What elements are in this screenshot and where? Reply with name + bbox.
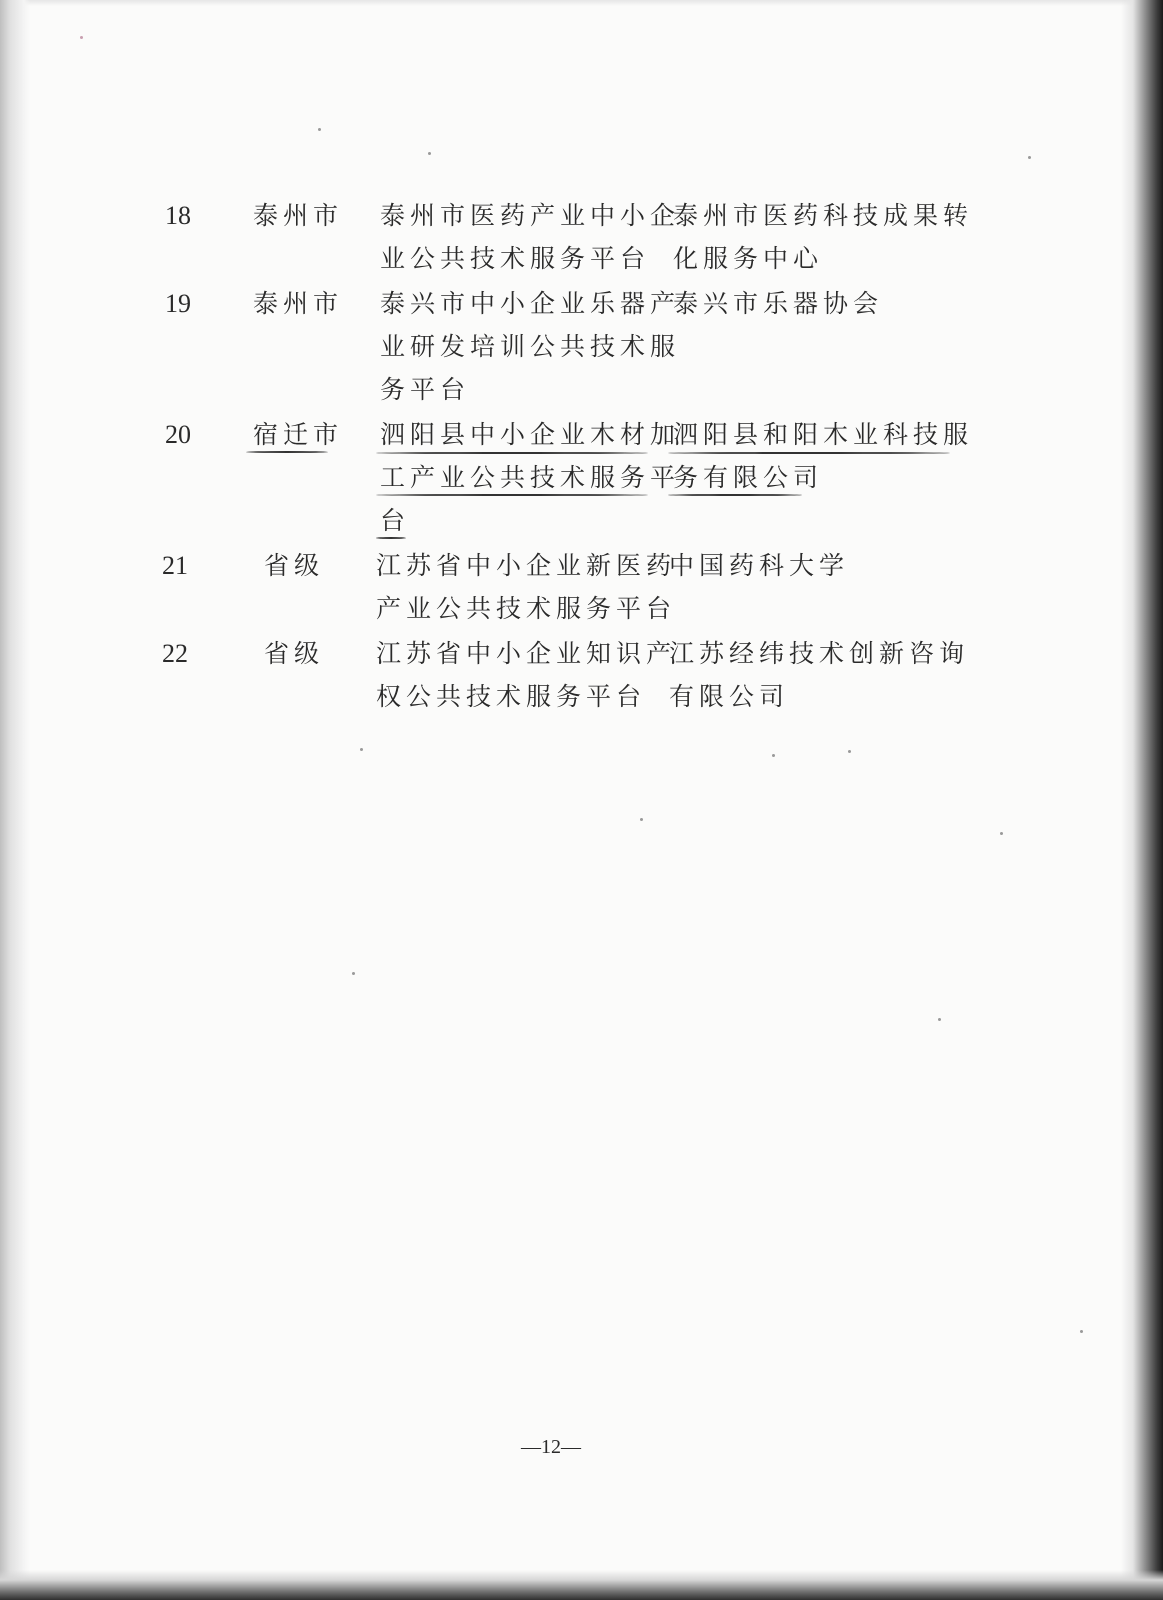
row-number: 22: [162, 639, 188, 668]
city-cell: 泰州市: [253, 289, 344, 318]
pen-underline: [376, 494, 648, 496]
scan-speck: [352, 972, 355, 975]
pen-underline: [246, 451, 328, 453]
platform-line: 台: [380, 506, 411, 535]
scan-speck: [772, 754, 775, 757]
pen-underline: [668, 494, 802, 496]
platform-line: 业研发培训公共技术服: [380, 332, 681, 361]
platform-line: 业公共技术服务平台: [380, 244, 651, 273]
scan-speck: [428, 152, 431, 155]
scan-edge-right: [1121, 0, 1163, 1600]
scan-speck: [848, 750, 851, 753]
city-cell: 宿迁市: [253, 420, 344, 449]
pen-underline: [668, 452, 950, 454]
scan-speck: [80, 36, 83, 39]
city-cell: 省级: [264, 551, 325, 580]
scan-speck: [1028, 156, 1031, 159]
platform-line: 江苏省中小企业新医药: [376, 551, 677, 580]
row-number: 21: [162, 551, 188, 580]
platform-line: 务平台: [380, 375, 471, 404]
org-line: 务有限公司: [673, 463, 824, 492]
row-number: 20: [165, 420, 191, 449]
platform-line: 工产业公共技术服务平: [380, 463, 681, 492]
page-number: —12—: [521, 1436, 581, 1458]
platform-line: 泗阳县中小企业木材加: [380, 420, 681, 449]
scan-edge-left: [0, 0, 30, 1600]
platform-line: 江苏省中小企业知识产: [376, 639, 677, 668]
row-number: 18: [165, 201, 191, 230]
org-line: 泗阳县和阳木业科技服: [673, 420, 974, 449]
scan-speck: [318, 128, 321, 131]
org-line: 泰州市医药科技成果转: [673, 201, 974, 230]
org-line: 化服务中心: [673, 244, 824, 273]
scan-speck: [1000, 832, 1003, 835]
platform-line: 泰兴市中小企业乐器产: [380, 289, 681, 318]
org-line: 江苏经纬技术创新咨询: [669, 639, 970, 668]
city-cell: 泰州市: [253, 201, 344, 230]
scan-speck: [938, 1018, 941, 1021]
org-line: 泰兴市乐器协会: [673, 289, 884, 318]
platform-line: 权公共技术服务平台: [376, 682, 647, 711]
city-cell: 省级: [264, 639, 325, 668]
org-line: 有限公司: [669, 682, 790, 711]
row-number: 19: [165, 289, 191, 318]
platform-line: 产业公共技术服务平台: [376, 594, 677, 623]
platform-line: 泰州市医药产业中小企: [380, 201, 681, 230]
scan-speck: [360, 748, 363, 751]
scan-speck: [640, 818, 643, 821]
org-line: 中国药科大学: [669, 551, 850, 580]
pen-underline: [376, 537, 406, 539]
scan-edge-bottom: [0, 1570, 1163, 1600]
scan-speck: [1080, 1330, 1083, 1333]
scan-edge-top: [0, 0, 1163, 6]
pen-underline: [376, 452, 648, 454]
